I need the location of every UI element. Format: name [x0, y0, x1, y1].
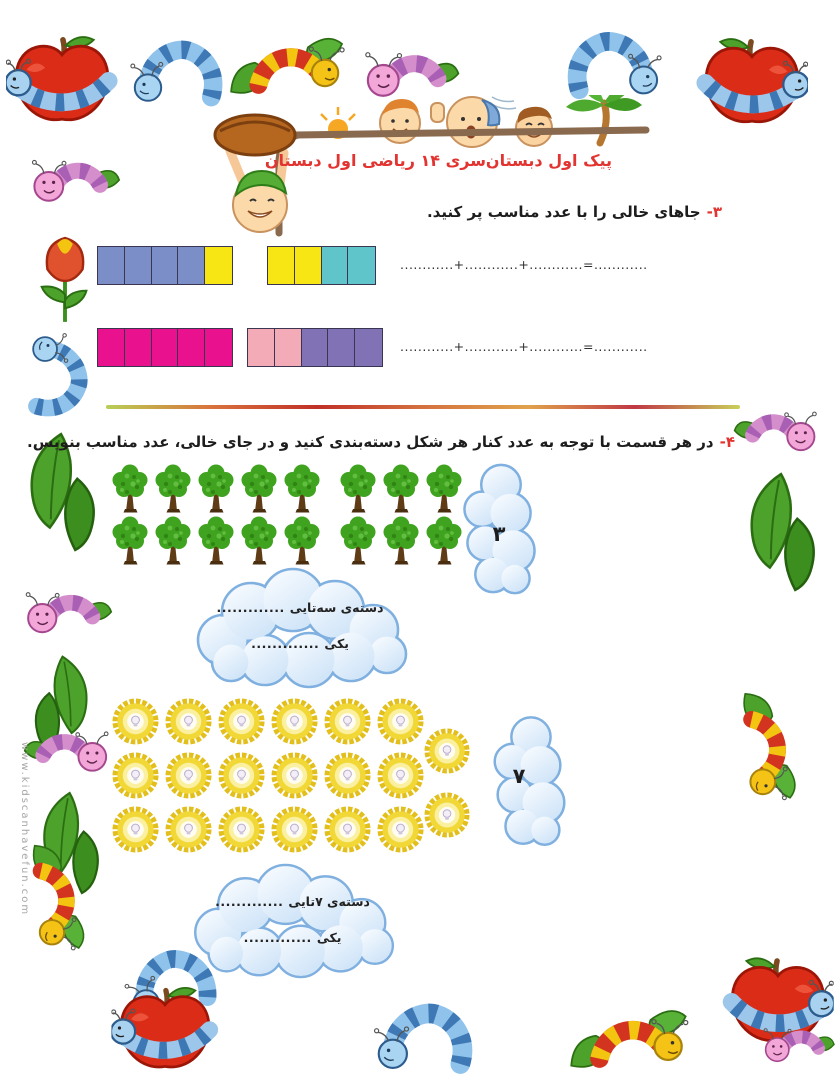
catstriped-decoration-icon [226, 16, 354, 106]
equation-blank-line: ............+............+............=............ [400, 257, 648, 272]
color-square [204, 246, 233, 285]
tree-icon [381, 515, 421, 567]
tree-grid [110, 463, 464, 567]
catpink-decoration-icon [730, 378, 828, 468]
tree-row [110, 515, 464, 567]
hanging-kid-with-basket-icon [215, 115, 295, 232]
sun-icon [271, 752, 318, 799]
tree-icon [196, 463, 236, 515]
sun-row [112, 806, 424, 853]
catpink-decoration-icon [20, 698, 120, 788]
sun-row [112, 698, 424, 745]
color-square [267, 246, 296, 285]
tree-icon [196, 515, 236, 567]
catstriped-decoration-icon [17, 841, 109, 959]
answer-blank-dots: ............. [215, 894, 284, 909]
header-kids-illustration [200, 95, 660, 245]
tree-icon [239, 515, 279, 567]
tree-answer-line-2 [205, 636, 395, 651]
answer-label: یکی [324, 636, 349, 651]
sun-answer-line-2 [200, 930, 385, 945]
sun-icon [377, 806, 424, 853]
tree-icon [381, 463, 421, 515]
sun-group-size-number: ۷ [512, 764, 526, 788]
wormblue-decoration-icon [558, 22, 664, 102]
answer-cloud-trees [183, 564, 423, 692]
square-strip [247, 328, 383, 367]
answer-cloud-suns [181, 856, 409, 986]
question-3-number: ۳- [706, 203, 722, 221]
sun-icon [377, 698, 424, 745]
sun-icon [324, 698, 371, 745]
catstriped-decoration-icon [729, 689, 819, 809]
color-square [301, 328, 330, 367]
square-strip [97, 328, 233, 367]
answer-blank-dots: ............. [251, 636, 320, 651]
question-3 [427, 203, 722, 221]
color-square [124, 246, 153, 285]
sun-icon [324, 806, 371, 853]
color-square [354, 328, 383, 367]
tree-icon [110, 515, 150, 567]
sun-icon [424, 792, 470, 838]
question-4-text: در هر قسمت با توجه به عدد کنار هر شکل دسته‌بندی کنید و در جای خالی، عدد مناسب بنویس. [27, 433, 714, 451]
sun-icon [165, 752, 212, 799]
sun-icon [112, 806, 159, 853]
answer-blank-dots: ............. [216, 600, 285, 615]
color-square [151, 246, 180, 285]
color-square [294, 246, 323, 285]
palm-tree-icon [566, 95, 642, 143]
sun-icon [424, 728, 470, 774]
tree-icon [338, 515, 378, 567]
sun-icon [112, 752, 159, 799]
flower-decoration-icon [26, 230, 104, 328]
sun-extra-column [424, 728, 470, 838]
tree-icon [110, 463, 150, 515]
color-square [204, 328, 233, 367]
answer-label: دسته‌ی سه‌تایی [289, 600, 384, 615]
catpink-decoration-icon [14, 558, 116, 650]
wormblue-decoration-icon [11, 331, 111, 425]
section-divider [106, 405, 740, 409]
color-square [274, 328, 303, 367]
apple-decoration-icon [80, 978, 250, 1078]
watermark-url: www.kidscanhavefun.com [19, 742, 30, 917]
kid-laughing-icon [516, 107, 552, 146]
sun-icon [218, 698, 265, 745]
sun-icon [271, 806, 318, 853]
equation-blank-line: ............+............+............=............ [400, 339, 648, 354]
catpink-decoration-icon [20, 126, 124, 218]
sun-icon [165, 698, 212, 745]
question-4 [27, 433, 735, 451]
color-square [177, 246, 206, 285]
catpink-decoration-icon [754, 998, 838, 1078]
sun-grid [112, 698, 424, 853]
sun-icon [165, 806, 212, 853]
leaves-decoration-icon [732, 466, 824, 598]
tree-group-size-number: ۳ [492, 522, 506, 546]
tree-row [110, 463, 464, 515]
question-4-number: ۴- [719, 433, 735, 451]
tree-icon [282, 515, 322, 567]
catstriped-decoration-icon [530, 990, 734, 1078]
color-square [124, 328, 153, 367]
catpink-decoration-icon [352, 24, 464, 106]
answer-blank-dots: ............. [243, 930, 312, 945]
apple-decoration-icon [6, 26, 118, 132]
sun-icon [271, 698, 318, 745]
color-square [327, 328, 356, 367]
color-square [151, 328, 180, 367]
sun-row [112, 752, 424, 799]
color-square [97, 246, 126, 285]
tree-answer-line-1 [205, 600, 395, 615]
sun-icon [218, 806, 265, 853]
square-strip [267, 246, 376, 285]
brand-title: پیک اول دبستان [485, 151, 612, 170]
tree-icon [239, 463, 279, 515]
sun-icon [218, 752, 265, 799]
color-square [247, 328, 276, 367]
color-square [177, 328, 206, 367]
tree-icon [338, 463, 378, 515]
color-square [97, 328, 126, 367]
question-3-text: جاهای خالی را با عدد مناسب پر کنید. [426, 203, 701, 221]
square-strip [97, 246, 233, 285]
answer-label: یکی [316, 930, 342, 945]
tree-icon [153, 515, 193, 567]
tree-icon [282, 463, 322, 515]
sun-icon [112, 698, 159, 745]
apple-decoration-icon [696, 28, 808, 134]
sun-answer-line-1 [200, 894, 385, 909]
sun-icon [377, 752, 424, 799]
series-title: سری ۱۴ ریاضی اول دبستان [264, 151, 486, 170]
color-square [347, 246, 376, 285]
color-square [321, 246, 350, 285]
sun-icon [324, 752, 371, 799]
header-titles [264, 151, 612, 170]
answer-label: دسته‌ی ۷تایی [288, 894, 370, 909]
kid-blue-cap-icon [431, 97, 516, 147]
tree-icon [153, 463, 193, 515]
wormblue-decoration-icon [350, 994, 504, 1076]
